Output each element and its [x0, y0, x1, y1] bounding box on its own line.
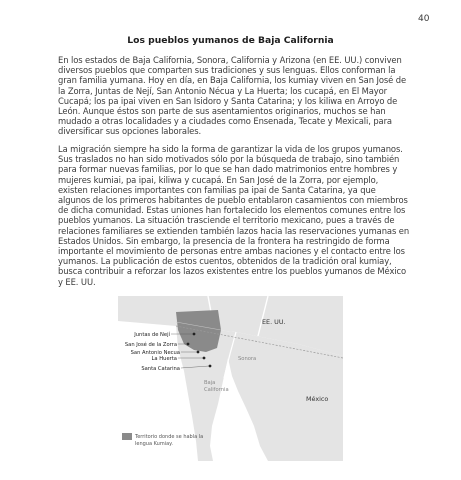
legend-line-2: lengua Kumiay. [135, 441, 173, 447]
legend-swatch [122, 433, 132, 440]
place-label-san-jose-de-la-zorra: San José de la Zorra [124, 342, 177, 348]
legend-line-1: Territorio donde se habla la [135, 434, 204, 440]
page-title: Los pueblos yumanos de Baja California [127, 35, 334, 46]
label-baja-california-1: Baja [204, 380, 216, 386]
label-usa: EE. UU. [262, 318, 286, 326]
place-dot-juntas-de-neji [193, 333, 196, 336]
paragraph-intro: En los estados de Baja California, Sonora, California y Arizona (en EE. UU.) conviven diversos pueblos que comparten sus tradiciones y sus lenguas. Ellos conforman la gran familia yumana. Hoy en día, en Baja California, los kumiay viven en San José de la Zorra, Juntas de Nejí, San Antonio Nécua y La Huerta; los cucapá, en El Mayor Cucapá; los pa ipai viven en San Isidoro y Santa Catarina; y los kiliwa en Arroyo de León. Aunque éstos son parte de sus asentamientos originarios, muchos se han mudado a otras localidades y a ciudades como Ensenada, Tecate y Mexicali, para diversificar sus opciones laborales. [58, 55, 407, 137]
place-dot-san-antonio-necua [197, 351, 200, 354]
label-baja-california-2: California [204, 387, 229, 393]
place-label-juntas-de-neji: Juntas de Nejí [134, 332, 170, 338]
label-mexico: México [306, 395, 329, 403]
place-label-santa-catarina: Santa Catarina [141, 366, 180, 372]
paragraph-migration: La migración siempre ha sido la forma de garantizar la vida de los grupos yumanos. Sus traslados no han sido motivados sólo por la búsqueda de trabajo, sino también para formar nuevas familias, por lo que se han dado matrimonios entre hombres y mujeres kumiai, pa ipai, kiliwa y cucapá. En San José de la Zorra, por ejemplo, existen relaciones importantes con familias pa ipai de Santa Catarina, ya que algunos de los primeros habitantes de pueblo entablaron casamientos con miembros de dicha comunidad. Estas uniones han fortalecido los elementos comunes entre los pueblos yumanos. La situación trasciende el territorio mexicano, pues a través de relaciones familiares se extienden también lazos hacia las reservaciones yumanas en Estados Unidos. Sin embargo, la presencia de la frontera ha restringido de forma importante el movimiento de personas entre ambas naciones y el contacto entre los yumanos. La publicación de estos cuentos, obtenidos de la tradición oral kumiay, busca contribuir a reforzar los lazos existentes entre los pueblos yumanos de México y EE. UU. [58, 144, 410, 287]
place-dot-san-jose-de-la-zorra [187, 343, 190, 346]
label-sonora: Sonora [238, 356, 257, 362]
place-label-san-antonio-necua: San Antonio Necua [130, 350, 180, 356]
place-dot-la-huerta [203, 357, 206, 360]
yuman-region-map [118, 296, 343, 461]
place-dot-santa-catarina [209, 365, 212, 368]
page-number: 40 [418, 14, 430, 24]
place-label-la-huerta: La Huerta [151, 356, 177, 362]
